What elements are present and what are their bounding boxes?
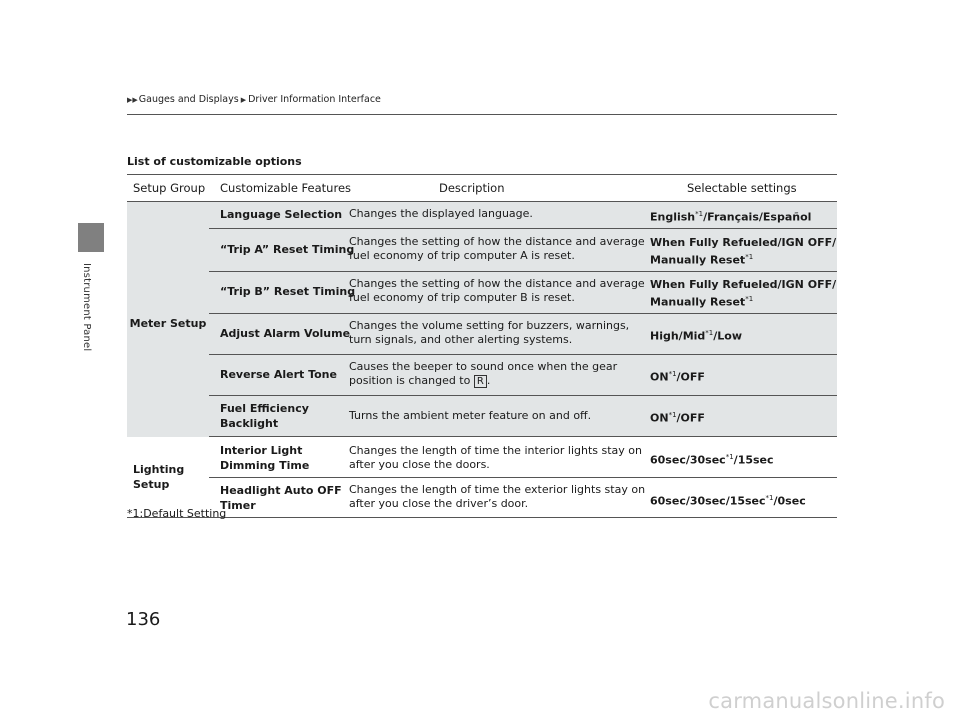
- table-header: [127, 174, 837, 202]
- feature-description: Changes the length of time the interior lights stay on after you close the doors.: [349, 444, 642, 471]
- feature-name: Reverse Alert Tone: [220, 368, 337, 381]
- feature-description: Changes the volume setting for buzzers, warnings, turn signals, and other alerting systems.: [349, 319, 630, 346]
- feature-description: Changes the setting of how the distance and average fuel economy of trip computer B is reset.: [349, 277, 645, 304]
- group-lighting-setup: [127, 437, 837, 518]
- default-marker: *1: [695, 210, 704, 218]
- setting-text: ON: [650, 370, 669, 384]
- table-row: [209, 355, 837, 396]
- feature-text: Fuel Efficiency: [220, 402, 309, 415]
- feature-name: [220, 401, 309, 431]
- default-marker: *1: [668, 411, 677, 419]
- feature-name: Language Selection: [220, 208, 343, 221]
- feature-name: “Trip A” Reset Timing: [220, 243, 355, 256]
- gear-r-icon: R: [474, 375, 487, 388]
- selectable-settings: [650, 491, 806, 509]
- default-marker: *1: [725, 453, 734, 461]
- setting-text: English: [650, 210, 696, 224]
- default-marker: *1: [705, 329, 714, 337]
- header-features: Customizable Features: [220, 181, 352, 195]
- header-setup-group: Setup Group: [133, 181, 206, 195]
- breadcrumb-item-driver-info[interactable]: Driver Information Interface: [248, 94, 381, 105]
- feature-description: Changes the displayed language.: [349, 207, 533, 220]
- feature-description: Changes the setting of how the distance and average fuel economy of trip computer A is reset.: [349, 235, 645, 262]
- side-section-label: Instrument Panel: [81, 263, 92, 352]
- feature-text: Backlight: [220, 417, 279, 430]
- feature-text: Headlight Auto OFF: [220, 484, 342, 497]
- feature-description: Causes the beeper to sound once when the gear position is changed to R .: [349, 360, 618, 387]
- selectable-settings: [650, 450, 774, 468]
- header-divider: [127, 114, 837, 115]
- table-row: [209, 272, 837, 314]
- options-table: [127, 174, 837, 518]
- feature-name: “Trip B” Reset Timing: [220, 285, 356, 298]
- selectable-settings: [650, 326, 742, 344]
- setting-text: 60sec/30sec: [650, 453, 726, 467]
- feature-name: [220, 483, 342, 513]
- setting-text: 60sec/30sec/15sec: [650, 494, 766, 508]
- setting-text: /OFF: [676, 411, 705, 425]
- setting-text: When Fully Refueled/IGN OFF/: [650, 278, 837, 291]
- table-row: [209, 478, 837, 517]
- feature-name: [220, 443, 309, 473]
- triangle-right-icon: ▶: [240, 95, 247, 104]
- group-label: [127, 437, 215, 517]
- setting-text: /0sec: [773, 494, 806, 508]
- footnote: *1:Default Setting: [127, 507, 227, 520]
- selectable-settings: [650, 277, 836, 310]
- group-label-text: Lighting: [133, 463, 185, 476]
- page-number: 136: [126, 609, 161, 630]
- setting-text: High/Mid: [650, 329, 706, 343]
- setting-text: /Low: [713, 329, 743, 343]
- default-marker: *1: [765, 494, 774, 502]
- feature-text: Interior Light: [220, 444, 303, 457]
- feature-name: Adjust Alarm Volume: [220, 327, 351, 340]
- description-text: position is changed to: [349, 374, 471, 387]
- section-title: List of customizable options: [127, 155, 302, 168]
- watermark-text: carmanualsonline.info: [708, 689, 945, 713]
- setting-text: /OFF: [676, 370, 705, 384]
- breadcrumb-item-gauges[interactable]: Gauges and Displays: [138, 94, 239, 105]
- group-meter-setup: [127, 202, 837, 437]
- table-row: [209, 437, 837, 478]
- feature-text: Timer: [220, 499, 256, 512]
- setting-text: /15sec: [733, 453, 774, 467]
- group-label: Meter Setup: [129, 317, 207, 330]
- feature-text: Dimming Time: [220, 459, 310, 472]
- setting-text: ON: [650, 411, 669, 425]
- selectable-settings: [650, 367, 705, 385]
- header-settings: Selectable settings: [687, 181, 797, 195]
- setting-text: When Fully Refueled/IGN OFF/: [650, 236, 837, 249]
- setting-text: Manually Reset: [650, 295, 746, 309]
- setting-text: /Français/Español: [703, 210, 812, 224]
- default-marker: *1: [745, 295, 754, 303]
- selectable-settings: [650, 235, 836, 268]
- selectable-settings: [650, 207, 811, 225]
- breadcrumb: [127, 94, 381, 105]
- table-row: [209, 314, 837, 355]
- table-row: [209, 396, 837, 437]
- header-description: Description: [439, 181, 505, 195]
- default-marker: *1: [668, 370, 677, 378]
- group-label-text: Setup: [133, 478, 170, 491]
- feature-description: Turns the ambient meter feature on and off.: [349, 409, 592, 422]
- table-row: [209, 202, 837, 229]
- table-row: [209, 229, 837, 272]
- double-triangle-right-icon: ▶▶: [127, 95, 138, 104]
- feature-description: Changes the length of time the exterior lights stay on after you close the driver’s door.: [349, 483, 646, 510]
- setting-text: Manually Reset: [650, 253, 746, 267]
- selectable-settings: [650, 408, 705, 426]
- description-text: Causes the beeper to sound once when the gear: [349, 360, 618, 373]
- section-tab-marker: [78, 223, 104, 252]
- default-marker: *1: [745, 253, 754, 261]
